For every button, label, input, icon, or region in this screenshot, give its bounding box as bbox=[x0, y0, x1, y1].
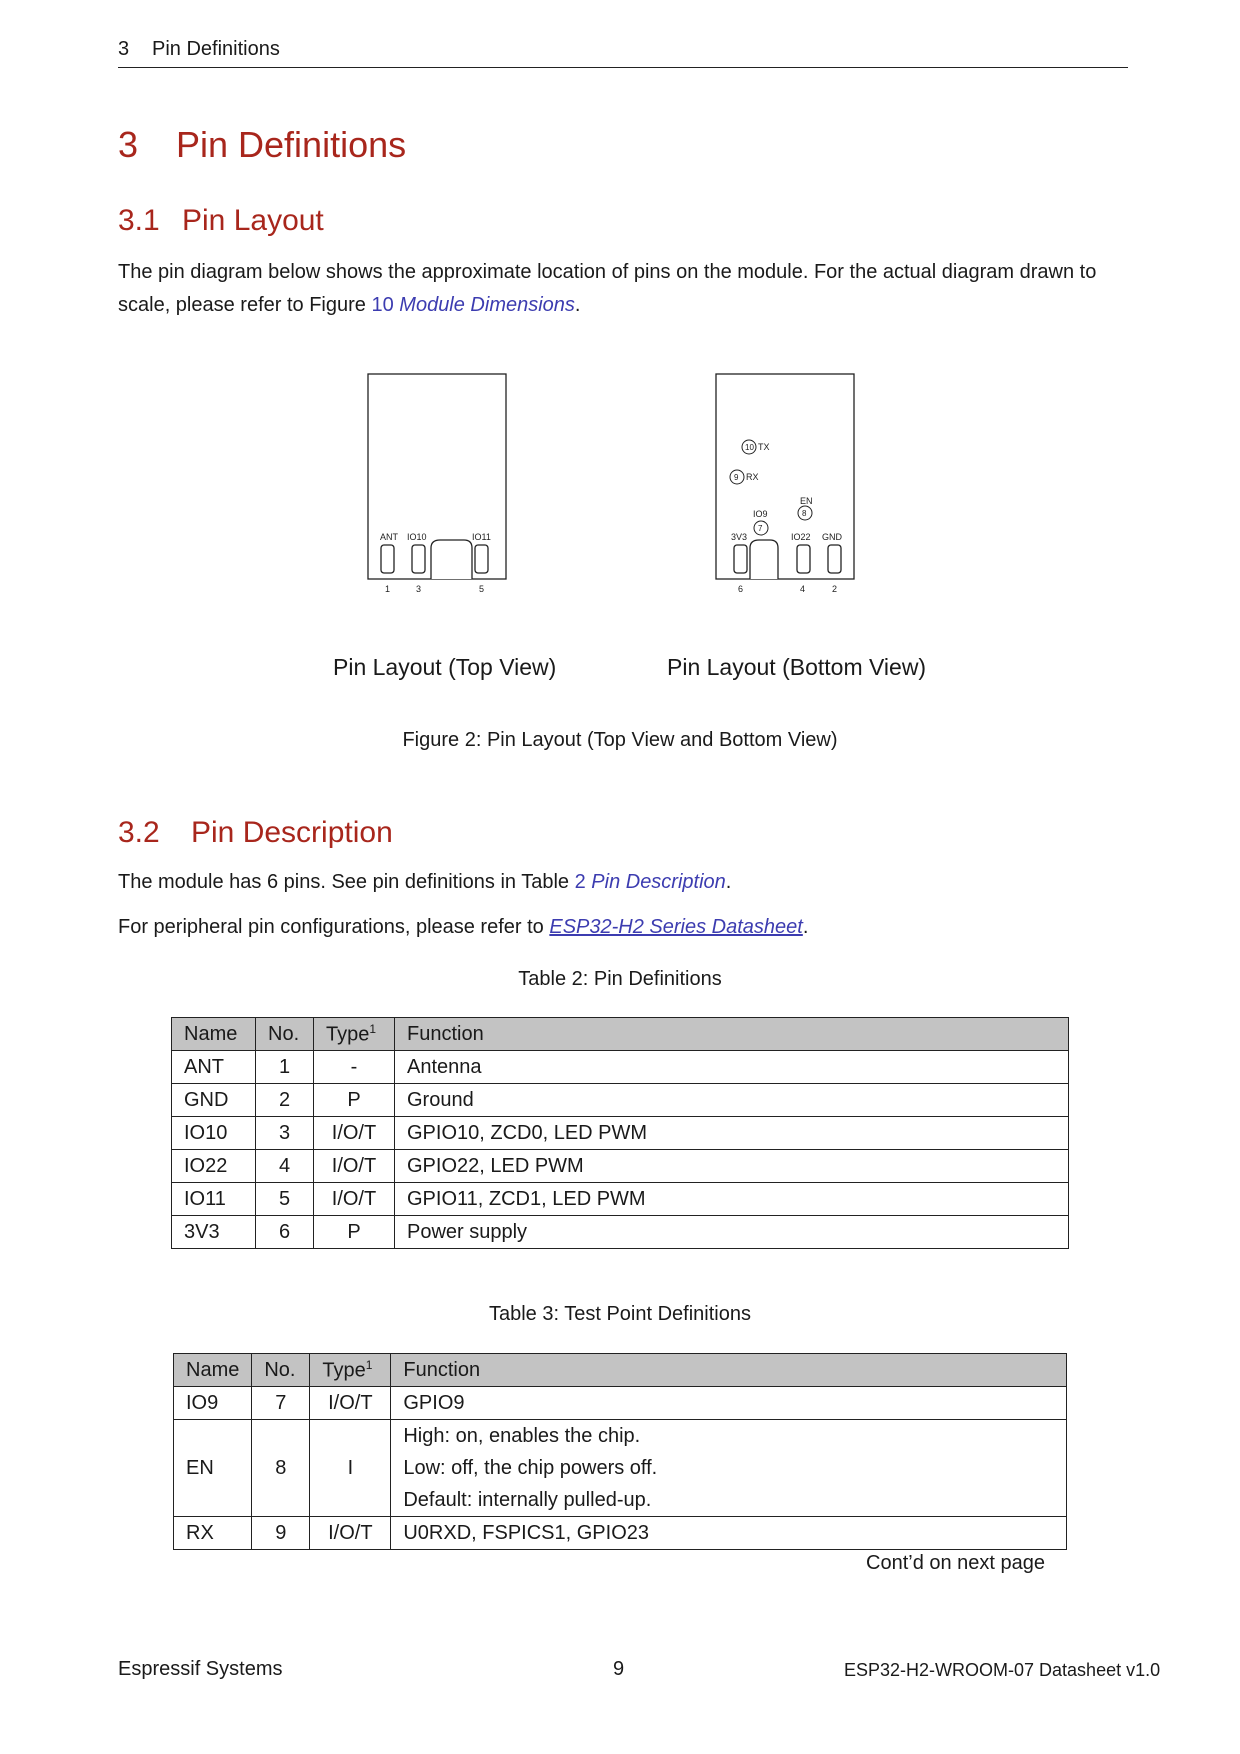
figure-ref-number[interactable]: 10 bbox=[371, 294, 394, 316]
cell-name: ANT bbox=[172, 1051, 256, 1084]
paragraph-text: The module has 6 pins. See pin definitions in Table bbox=[118, 871, 575, 893]
test-point-number-9: 9 bbox=[734, 473, 739, 482]
pin-pad-5 bbox=[475, 545, 488, 573]
table-header-row bbox=[174, 1354, 1067, 1387]
cell-no: 5 bbox=[256, 1183, 314, 1216]
continued-note: Cont’d on next page bbox=[866, 1552, 1046, 1574]
table-row bbox=[174, 1420, 1067, 1517]
cell-function: Ground bbox=[395, 1084, 1069, 1117]
header-no: No. bbox=[256, 1018, 314, 1051]
header-function: Function bbox=[391, 1354, 1067, 1387]
test-point-number-10: 10 bbox=[745, 443, 754, 452]
section-heading bbox=[118, 124, 406, 166]
cell-no: 7 bbox=[252, 1387, 310, 1420]
function-line: Low: off, the chip powers off. bbox=[403, 1457, 658, 1479]
cell-function: GPIO11, ZCD1, LED PWM bbox=[395, 1183, 1069, 1216]
bottom-view-label: Pin Layout (Bottom View) bbox=[667, 654, 927, 680]
pin-description-paragraph-2 bbox=[118, 911, 1130, 944]
table2-caption: Table 2: Pin Definitions bbox=[518, 968, 722, 990]
cell-type: P bbox=[314, 1216, 395, 1249]
cell-type: I/O/T bbox=[314, 1183, 395, 1216]
pin-label-gnd: GND bbox=[822, 532, 842, 542]
cell-name: IO10 bbox=[172, 1117, 256, 1150]
pin-pad-2 bbox=[828, 545, 841, 573]
pin-label-io11: IO11 bbox=[472, 532, 491, 542]
table-ref-link[interactable]: Pin Description bbox=[591, 871, 726, 893]
running-header-title: Pin Definitions bbox=[152, 38, 280, 60]
cell-function: GPIO9 bbox=[391, 1387, 1067, 1420]
pin-pad-6 bbox=[734, 545, 747, 573]
test-point-label-rx: RX bbox=[746, 472, 759, 482]
section-number: 3 bbox=[118, 124, 139, 165]
module-notch bbox=[431, 540, 472, 579]
subsection-title: Pin Layout bbox=[182, 204, 324, 237]
running-header bbox=[118, 38, 1128, 68]
subsection-heading-pin-layout bbox=[118, 204, 324, 238]
cell-name: RX bbox=[174, 1517, 252, 1550]
cell-function bbox=[391, 1420, 1067, 1517]
header-name: Name bbox=[172, 1018, 256, 1051]
pin-pad-4 bbox=[797, 545, 810, 573]
table-row bbox=[172, 1117, 1069, 1150]
function-line: High: on, enables the chip. bbox=[403, 1425, 641, 1447]
subsection-heading-pin-description bbox=[118, 816, 393, 850]
cell-name: GND bbox=[172, 1084, 256, 1117]
test-point-label-en: EN bbox=[800, 496, 813, 506]
table-row bbox=[174, 1517, 1067, 1550]
cell-function: U0RXD, FSPICS1, GPIO23 bbox=[391, 1517, 1067, 1550]
test-point-number-7: 7 bbox=[758, 524, 763, 533]
table-row bbox=[172, 1216, 1069, 1249]
paragraph-text: For peripheral pin configurations, please refer to bbox=[118, 916, 550, 938]
pin-layout-paragraph bbox=[118, 256, 1130, 322]
pin-number-5: 5 bbox=[479, 584, 485, 594]
paragraph-end: . bbox=[725, 871, 732, 893]
table3-caption: Table 3: Test Point Definitions bbox=[488, 1303, 751, 1325]
pin-label-3v3: 3V3 bbox=[731, 532, 748, 542]
cell-type: P bbox=[314, 1084, 395, 1117]
test-point-label-tx: TX bbox=[758, 442, 770, 452]
table-ref-number[interactable]: 2 bbox=[574, 871, 586, 893]
pin-pad-1 bbox=[381, 545, 394, 573]
pin-number-6: 6 bbox=[738, 584, 744, 594]
subsection-number: 3.1 bbox=[118, 204, 160, 237]
module-notch bbox=[750, 540, 778, 579]
table-row bbox=[172, 1051, 1069, 1084]
cell-function: Antenna bbox=[395, 1051, 1069, 1084]
header-function: Function bbox=[395, 1018, 1069, 1051]
header-type bbox=[314, 1018, 395, 1051]
cell-name: EN bbox=[174, 1420, 252, 1517]
table-header-row bbox=[172, 1018, 1069, 1051]
footnote-marker: 1 bbox=[369, 1021, 377, 1036]
pin-label-ant: ANT bbox=[380, 532, 398, 542]
figure-ref-link[interactable]: Module Dimensions bbox=[399, 294, 575, 316]
header-name: Name bbox=[174, 1354, 252, 1387]
table-row bbox=[172, 1084, 1069, 1117]
cell-no: 8 bbox=[252, 1420, 310, 1517]
cell-name: IO11 bbox=[172, 1183, 256, 1216]
table-row bbox=[172, 1150, 1069, 1183]
cell-type: I/O/T bbox=[314, 1150, 395, 1183]
footer-company: Espressif Systems bbox=[118, 1658, 283, 1680]
pin-pad-3 bbox=[412, 545, 425, 573]
pin-label-io22: IO22 bbox=[791, 532, 811, 542]
test-point-label-io9: IO9 bbox=[753, 509, 768, 519]
bottom-view-diagram bbox=[708, 370, 868, 600]
cell-no: 2 bbox=[256, 1084, 314, 1117]
cell-type: I bbox=[310, 1420, 391, 1517]
top-view-label: Pin Layout (Top View) bbox=[333, 654, 557, 680]
pin-number-3: 3 bbox=[416, 584, 422, 594]
pin-description-paragraph-1 bbox=[118, 866, 1130, 899]
table-row bbox=[172, 1183, 1069, 1216]
paragraph-end: . bbox=[574, 294, 581, 316]
test-point-number-8: 8 bbox=[802, 509, 807, 518]
footer-page-number: 9 bbox=[613, 1658, 625, 1680]
cell-no: 6 bbox=[256, 1216, 314, 1249]
pin-definitions-table bbox=[171, 1017, 1069, 1249]
cell-function: GPIO10, ZCD0, LED PWM bbox=[395, 1117, 1069, 1150]
footer-document: ESP32-H2-WROOM-07 Datasheet v1.0 bbox=[844, 1660, 1161, 1680]
pin-label-io10: IO10 bbox=[407, 532, 427, 542]
subsection-title: Pin Description bbox=[191, 816, 393, 849]
header-no: No. bbox=[252, 1354, 310, 1387]
cell-type: I/O/T bbox=[310, 1517, 391, 1550]
cell-name: IO9 bbox=[174, 1387, 252, 1420]
cell-no: 3 bbox=[256, 1117, 314, 1150]
pin-number-2: 2 bbox=[832, 584, 838, 594]
cell-name: 3V3 bbox=[172, 1216, 256, 1249]
paragraph-text: The pin diagram below shows the approximate location of pins on the module. For the actual diagram drawn to scale, please refer to Figure bbox=[118, 261, 1097, 316]
pin-number-4: 4 bbox=[800, 584, 806, 594]
running-header-number: 3 bbox=[118, 38, 130, 60]
cell-name: IO22 bbox=[172, 1150, 256, 1183]
section-title: Pin Definitions bbox=[176, 124, 407, 165]
cell-type: - bbox=[314, 1051, 395, 1084]
footnote-marker: 1 bbox=[365, 1357, 373, 1372]
cell-no: 4 bbox=[256, 1150, 314, 1183]
top-view-diagram bbox=[360, 370, 520, 600]
header-type-text: Type bbox=[326, 1023, 370, 1046]
cell-function: Power supply bbox=[395, 1216, 1069, 1249]
cell-type: I/O/T bbox=[310, 1387, 391, 1420]
header-type bbox=[310, 1354, 391, 1387]
paragraph-end: . bbox=[802, 916, 809, 938]
cell-type: I/O/T bbox=[314, 1117, 395, 1150]
cell-no: 1 bbox=[256, 1051, 314, 1084]
table-row bbox=[174, 1387, 1067, 1420]
test-point-definitions-table bbox=[173, 1353, 1067, 1550]
cell-no: 9 bbox=[252, 1517, 310, 1550]
cell-function: GPIO22, LED PWM bbox=[395, 1150, 1069, 1183]
datasheet-link[interactable]: ESP32-H2 Series Datasheet bbox=[549, 916, 803, 938]
figure-caption: Figure 2: Pin Layout (Top View and Bottom View) bbox=[402, 729, 838, 751]
function-line: Default: internally pulled-up. bbox=[403, 1489, 652, 1511]
header-type-text: Type bbox=[322, 1359, 366, 1382]
subsection-number: 3.2 bbox=[118, 816, 160, 849]
pin-number-1: 1 bbox=[385, 584, 391, 594]
